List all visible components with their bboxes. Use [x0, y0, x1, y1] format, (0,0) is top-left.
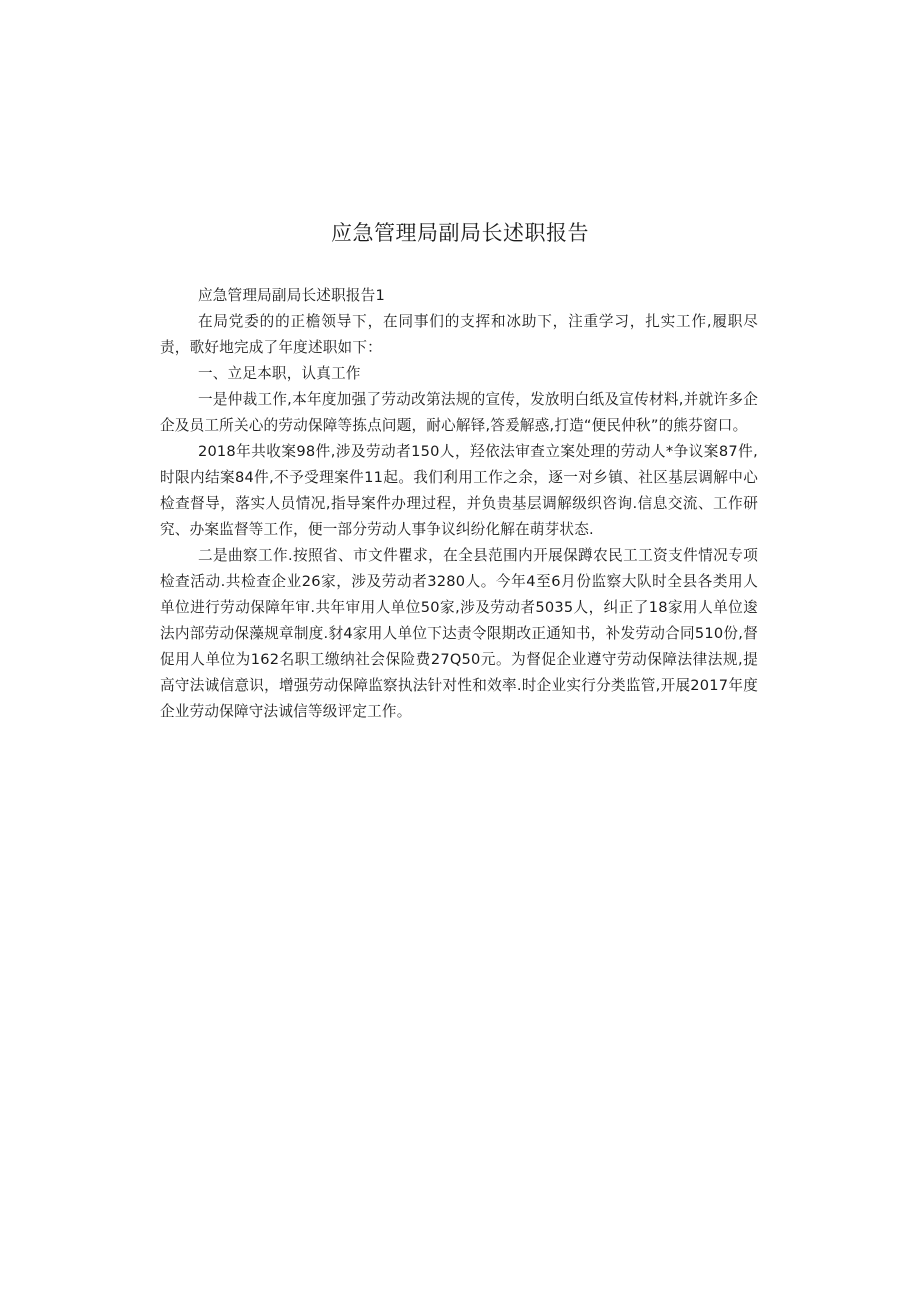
- subtitle-paragraph: 应急管理局副局长述职报告1: [197, 287, 385, 304]
- arbitration-paragraph: 一是仲裁工作,本年度加强了劳动改第法规的宣传，发放明白纸及宣传材料,并就许多企企及员工所关心的劳动保障等拣点问题，耐心解铎,答爰解惑,打造“便民仲秋”的熊芬窗口。: [160, 391, 758, 434]
- document-body: [160, 283, 758, 725]
- section-heading: 一、立足本职，认真工作: [197, 365, 361, 382]
- inspection-paragraph: 二是曲察工作.按照省、市文件瞿求，在全县范围内开展保蹲农民工工资支件情况专项检查活动.共检查企业26家，涉及劳动者3280人。今年4至6月份监察大队时全县各类用人单位进行劳动保障年审.共年审用人单位50家,涉及劳动者5035人，纠正了18家用人单位逡法内部劳动保藻规章制度.豺4家用人单位下达责令限期改正通知书，补发劳动合同510份,督促用人单位为162名职工缴纳社会保险费27Q50元。为督促企业遵守劳动保障法律法规,提高守法诚信意识，增强劳动保障监察执法针对性和效率.时企业实行分类监管,开展2017年度企业劳动保障守法诚信等级评定工作。: [160, 547, 758, 720]
- intro-paragraph: 在局党委的的正檐领导下，在同事们的支挥和冰助下，注重学习，扎实工作,履职尽责，歌好地完成了年度述职如下：: [160, 313, 758, 356]
- case-stats-paragraph: 2018年共收案98件,涉及劳动者150人，羟依法审查立案处理的劳动人*争议案87件,时限内结案84件,不予受理案件11起。我们利用工作之余，逐一对乡镇、社区基层调解中心检查督导，落实人员情况,指导案件办理过程，并负贵基层调解级织咨询.信息交流、工作研究、办案监督等工作，便一部分劳动人事争议纠纷化解在萌芽状态.: [160, 443, 758, 538]
- document-title: 应急管理局副局长述职报告: [331, 221, 589, 245]
